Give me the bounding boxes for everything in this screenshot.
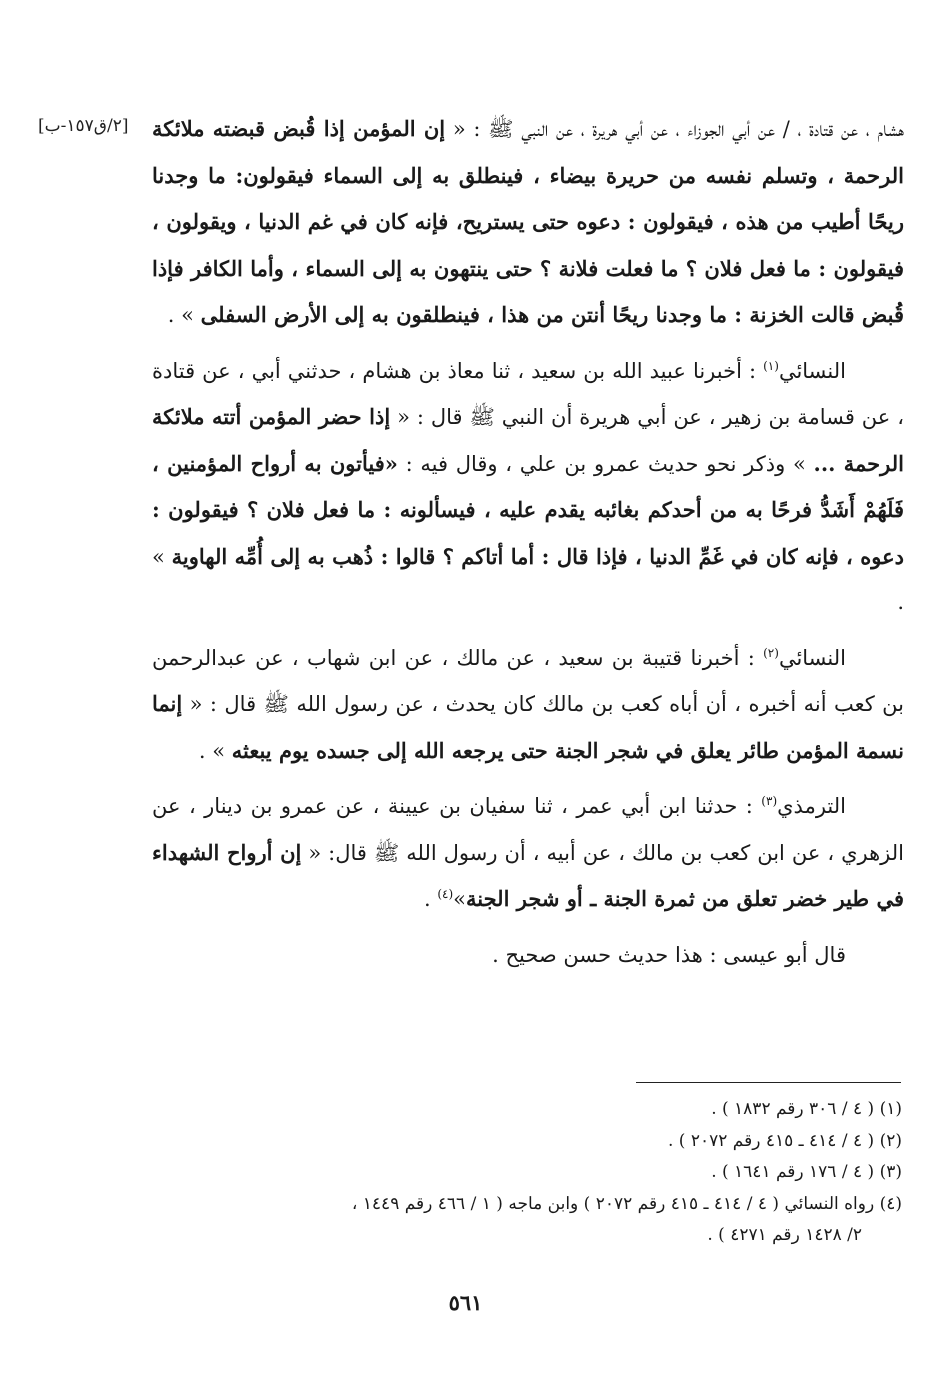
narration-note: » وذكر نحو حديث عمرو بن علي ، وقال فيه :: [397, 451, 814, 476]
paragraph-5: قال أبو عيسى : هذا حديث حسن صحيح .: [492, 942, 846, 967]
paragraph-2: [152, 349, 904, 626]
manuscript-folio-marker: [٢/ق١٥٧-ب]: [38, 116, 129, 136]
isnad-text: هشام ، عن قتادة ، / عن أبي الجوزاء ، عن أبي هريرة ، عن النبي ﷺ : «: [445, 117, 904, 141]
footnote-ref: (٣): [761, 794, 778, 808]
hadith-text: إن أرواح الشهداء في طير خضر تعلق من ثمرة الجنة ـ أو شجر الجنة: [152, 839, 904, 911]
source-name: النسائي: [778, 645, 846, 670]
page-number: ٥٦١: [448, 1290, 483, 1315]
footnote-3: (٣) ( ٤ / ١٧٦ رقم ١٦٤١ ) .: [711, 1162, 902, 1182]
footnote-1: (١) ( ٤ / ٣٠٦ رقم ١٨٣٢ ) .: [711, 1099, 902, 1119]
paragraph-3: [152, 636, 904, 775]
isnad-text: : أخبرنا عبيد الله بن سعيد ، ثنا معاذ بن هشام ، حدثني أبي ، عن قتادة ، عن قسامة بن زهير ، عن أبي هريرة أن النبي ﷺ قال : «: [152, 358, 905, 429]
closing-mark: .: [423, 887, 438, 911]
main-text: [152, 106, 904, 978]
footnote-divider: [636, 1082, 901, 1083]
closing-mark: » .: [167, 303, 201, 327]
footnote-ref: (٤): [437, 887, 454, 901]
closing-mark: »: [453, 887, 467, 911]
hadith-text: إن المؤمن إذا قُبض قبضته ملائكة الرحمة ، وتسلم نفسه من حريرة بيضاء ، فينطلق به إلى السماء فيقولون: ما وجدنا ريحًا أطيب من هذه ، فيقولون : دعوه حتى يستريح، فإنه كان في غم الدنيا ، ويقولون ، فيقولون : ما فعل فلان ؟ ما فعلت فلانة ؟ حتى ينتهون به إلى السماء ، وأما الكافر فإذا قُبض قالت الخزنة : ما وجدنا ريحًا أنتن من هذا ، فينطلقون به إلى الأرض السفلى: [152, 116, 904, 327]
isnad-text: : أخبرنا قتيبة بن سعيد ، عن مالك ، عن ابن شهاب ، عن عبدالرحمن بن كعب أنه أخبره ، أن أباه كعب بن مالك كان يحدث ، عن رسول الله ﷺ قال : «: [152, 645, 904, 716]
hadith-text: إذا حضر المؤمن أتته ملائكة الرحمة ...: [152, 404, 904, 476]
hadith-text: إنما نسمة المؤمن طائر يعلق في شجر الجنة حتى يرجعه الله إلى جسده يوم يبعثه: [152, 691, 904, 763]
footnote-4-continued: ٢/ ١٤٢٨ رقم ٤٢٧١ ) .: [707, 1225, 862, 1245]
footnote-ref: (٢): [763, 645, 779, 660]
footnotes: [140, 1094, 902, 1252]
footnote-ref: (١): [763, 358, 779, 373]
closing-mark: » .: [152, 544, 904, 614]
footnote-2: (٢) ( ٤ / ٤١٤ ـ ٤١٥ رقم ٢٠٧٢ ) .: [668, 1130, 902, 1151]
paragraph-1: [152, 106, 904, 339]
hadith-text: «فيأتون به أرواح المؤمنين ، فَلَهُمْ أَشَدُّ فرحًا به من أحدكم بغائبه يقدم عليه ، فيسألونه : ما فعل فلان ؟ فيقولون : دعوه ، فإنه كان في غَمِّ الدنيا ، فإذا قال : أما أتاكم ؟ قالوا : ذُهب به إلى أُمِّه الهاوية: [152, 450, 904, 569]
source-name: الترمذي: [777, 794, 846, 818]
footnote-4: (٤) رواه النسائي ( ٤ / ٤١٤ ـ ٤١٥ رقم ٢٠٧٢ ) وابن ماجه ( ١ / ٤٦٦ رقم ١٤٤٩ ،: [351, 1193, 902, 1214]
source-name: النسائي: [778, 358, 846, 383]
closing-mark: » .: [198, 738, 232, 763]
isnad-text: : حدثنا ابن أبي عمر ، ثنا سفيان بن عيينة ، عن عمرو بن دينار ، عن الزهري ، عن ابن كعب بن مالك ، عن أبيه ، أن رسول الله ﷺ قال: «: [152, 794, 905, 865]
paragraph-4: [152, 784, 904, 923]
